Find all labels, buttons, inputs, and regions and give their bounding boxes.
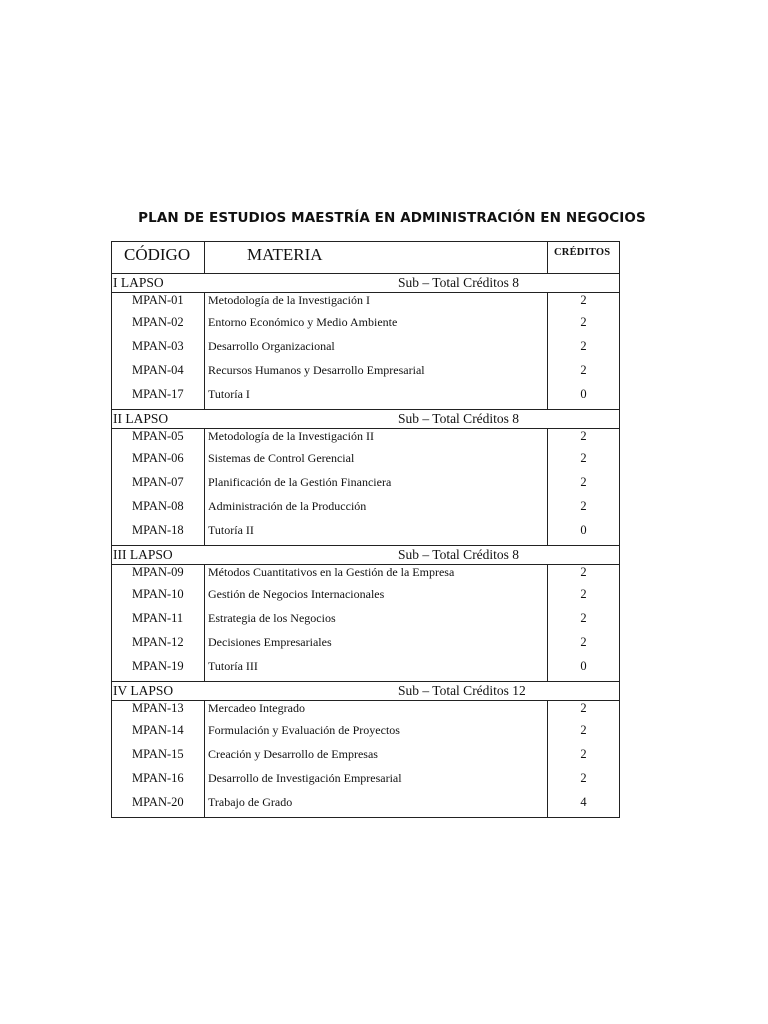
course-subject: Creación y Desarrollo de Empresas [205, 745, 548, 769]
course-code: MPAN-16 [112, 769, 205, 793]
course-credits: 2 [580, 315, 587, 329]
course-code: MPAN-03 [112, 337, 205, 361]
course-credits: 2 [580, 451, 587, 465]
header-credits: CRÉDITOS [554, 247, 611, 258]
course-code: MPAN-11 [112, 609, 205, 633]
lapso-subtotal: Sub – Total Créditos 8 [398, 275, 520, 290]
course-subject: Estrategia de los Negocios [205, 609, 548, 633]
table-row [112, 497, 619, 521]
course-credits: 2 [580, 747, 587, 761]
course-code: MPAN-06 [112, 449, 205, 473]
course-credits: 2 [580, 611, 587, 625]
table-row [112, 565, 619, 585]
course-subject: Formulación y Evaluación de Proyectos [205, 721, 548, 745]
course-credits: 2 [580, 499, 587, 513]
course-subject: Entorno Económico y Medio Ambiente [205, 313, 548, 337]
table-row [112, 521, 619, 545]
course-subject: Sistemas de Control Gerencial [205, 449, 548, 473]
course-code: MPAN-15 [112, 745, 205, 769]
course-credits: 2 [580, 475, 587, 489]
lapso-courses [111, 428, 620, 546]
course-credits: 4 [580, 795, 587, 809]
course-subject: Desarrollo Organizacional [205, 337, 548, 361]
course-code: MPAN-05 [112, 429, 205, 449]
course-code: MPAN-09 [112, 565, 205, 585]
course-subject: Métodos Cuantitativos en la Gestión de la Empresa [205, 565, 548, 585]
course-code: MPAN-13 [112, 701, 205, 721]
lapso-label: I LAPSO [113, 275, 164, 290]
header-code: CÓDIGO [112, 242, 205, 273]
lapso-subtotal: Sub – Total Créditos 8 [398, 547, 520, 562]
study-plan-table [111, 241, 620, 818]
table-header [111, 241, 620, 274]
course-code: MPAN-14 [112, 721, 205, 745]
table-row [112, 585, 619, 609]
table-row [112, 701, 619, 721]
course-credits: 2 [580, 587, 587, 601]
lapso-label: III LAPSO [113, 547, 173, 562]
lapso-subtotal: Sub – Total Créditos 8 [398, 411, 520, 426]
course-subject: Administración de la Producción [205, 497, 548, 521]
lapso-subtotal: Sub – Total Créditos 12 [398, 683, 526, 698]
lapso-courses [111, 292, 620, 410]
course-credits: 2 [580, 635, 587, 649]
course-code: MPAN-02 [112, 313, 205, 337]
table-row [112, 769, 619, 793]
course-code: MPAN-17 [112, 385, 205, 409]
course-subject: Planificación de la Gestión Financiera [205, 473, 548, 497]
lapso-label: IV LAPSO [113, 683, 174, 698]
course-subject: Metodología de la Investigación I [205, 293, 548, 313]
table-row [112, 429, 619, 449]
lapso-header [111, 682, 620, 700]
lapso-courses [111, 700, 620, 818]
course-credits: 2 [580, 771, 587, 785]
course-credits: 0 [580, 659, 587, 673]
course-subject: Desarrollo de Investigación Empresarial [205, 769, 548, 793]
table-row [112, 721, 619, 745]
course-code: MPAN-18 [112, 521, 205, 545]
course-code: MPAN-01 [112, 293, 205, 313]
table-row [112, 449, 619, 473]
lapso-label: II LAPSO [113, 411, 169, 426]
course-credits: 2 [580, 363, 587, 377]
course-subject: Tutoría I [205, 385, 548, 409]
lapso-courses [111, 564, 620, 682]
course-code: MPAN-20 [112, 793, 205, 817]
course-subject: Recursos Humanos y Desarrollo Empresarial [205, 361, 548, 385]
course-code: MPAN-04 [112, 361, 205, 385]
lapso-header [111, 274, 620, 292]
table-row [112, 657, 619, 681]
lapso-header [111, 546, 620, 564]
table-row [112, 793, 619, 817]
course-credits: 2 [580, 293, 587, 307]
table-row [112, 385, 619, 409]
course-subject: Gestión de Negocios Internacionales [205, 585, 548, 609]
table-row [112, 293, 619, 313]
course-code: MPAN-19 [112, 657, 205, 681]
table-row [112, 633, 619, 657]
course-credits: 2 [580, 429, 587, 443]
table-row [112, 313, 619, 337]
lapsos-container [111, 274, 620, 818]
course-credits: 0 [580, 387, 587, 401]
course-credits: 0 [580, 523, 587, 537]
course-code: MPAN-07 [112, 473, 205, 497]
document-title: PLAN DE ESTUDIOS MAESTRÍA EN ADMINISTRACIÓN EN NEGOCIOS [138, 210, 646, 226]
course-code: MPAN-08 [112, 497, 205, 521]
table-row [112, 745, 619, 769]
table-row [112, 473, 619, 497]
course-credits: 2 [580, 723, 587, 737]
course-subject: Decisiones Empresariales [205, 633, 548, 657]
course-subject: Mercadeo Integrado [205, 701, 548, 721]
header-subject: MATERIA [205, 242, 548, 273]
course-credits: 2 [580, 565, 587, 579]
course-credits: 2 [580, 339, 587, 353]
course-credits: 2 [580, 701, 587, 715]
table-row [112, 361, 619, 385]
table-row [112, 609, 619, 633]
course-code: MPAN-10 [112, 585, 205, 609]
course-subject: Tutoría II [205, 521, 548, 545]
course-subject: Metodología de la Investigación II [205, 429, 548, 449]
course-subject: Trabajo de Grado [205, 793, 548, 817]
table-row [112, 337, 619, 361]
course-subject: Tutoría III [205, 657, 548, 681]
lapso-header [111, 410, 620, 428]
course-code: MPAN-12 [112, 633, 205, 657]
